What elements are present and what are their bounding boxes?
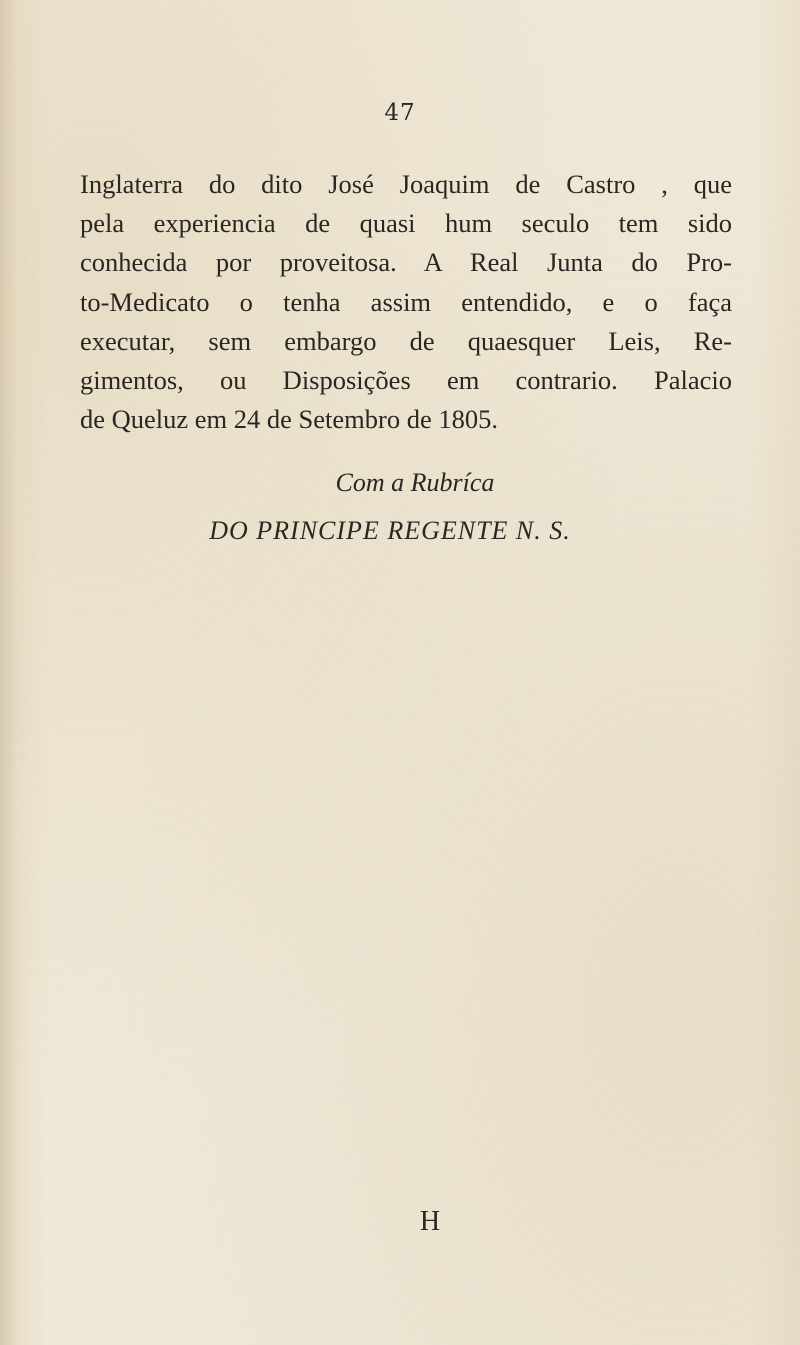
signature-block xyxy=(0,468,800,546)
body-line: conhecida por proveitosa. A Real Junta do Pro- xyxy=(80,247,732,278)
body-line: executar, sem embargo de quaesquer Leis, Re- xyxy=(80,325,732,356)
signature-name: DO PRINCIPE REGENTE N. S. xyxy=(209,516,571,545)
body-line: de Queluz em 24 de Setembro de 1805. xyxy=(80,404,498,435)
body-line: gimentos, ou Disposições em contrario. Palacio xyxy=(80,365,732,396)
body-line: pela experiencia de quasi hum seculo tem sido xyxy=(80,208,732,239)
page-number: 47 xyxy=(384,100,416,126)
page-edge-shadow xyxy=(0,0,30,1345)
signature-label: Com a Rubríca xyxy=(335,468,495,497)
body-line: to-Medicato o tenha assim entendido, e o faça xyxy=(80,286,732,317)
body-text xyxy=(80,165,732,439)
body-line: Inglaterra do dito José Joaquim de Castro , que xyxy=(80,169,732,199)
catchword: H xyxy=(419,1206,441,1237)
